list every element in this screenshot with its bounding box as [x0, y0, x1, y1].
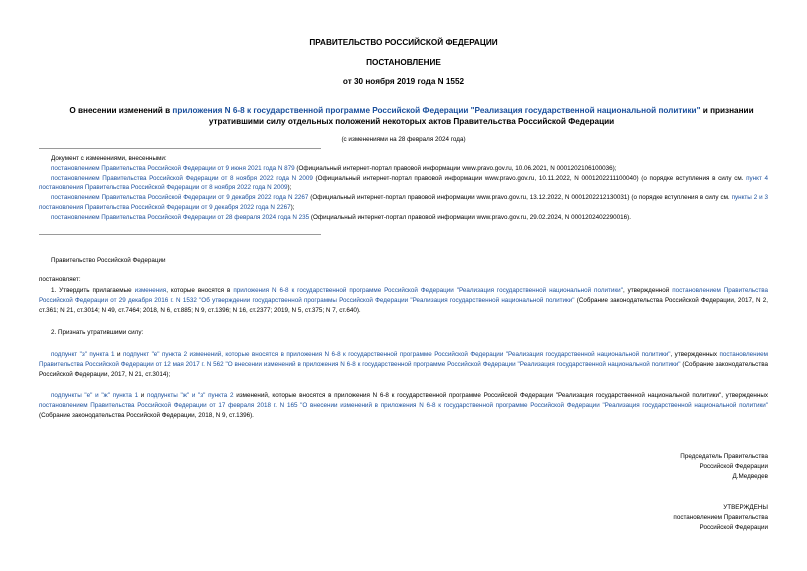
amendment-item: [39, 164, 768, 174]
p4-link[interactable]: подпункты "е" и "ж" пункта 1: [51, 392, 139, 399]
p1-text: , которые вносятся в: [166, 287, 234, 294]
revision-note: (с изменениями на 28 февраля 2024 года): [341, 136, 466, 143]
p1-text: (Собрание законодательства Российской Федерации, 2017, N 2, ст.361; N 21, ст.3014; N 49, ст.7464; 2018, N 6, ст.885; N 9, ст.1396; N 16, ст.2377; 2019, N 5, ст.375; N 7, ст.640).: [39, 296, 768, 314]
signature-block: [680, 452, 768, 482]
amendments-intro: Документ с изменениями, внесенными:: [51, 155, 167, 162]
paragraph-1: [39, 286, 768, 315]
amendment-text: (Официальный интернет-портал правовой информации www.pravo.gov.ru, 10.06.2021, N 0001202106100036);: [294, 164, 617, 172]
signature-org: Российской Федерации: [699, 463, 768, 471]
title-link[interactable]: приложения N 6-8 к государственной программе Российской Федерации "Реализация государственной национальной политики": [172, 106, 701, 115]
approved-by: постановлением Правительства: [673, 514, 768, 522]
amendment-text: (Официальный интернет-портал правовой информации www.pravo.gov.ru, 10.11.2022, N 0001202211100040) (о порядке вступления в силу см.: [312, 174, 747, 182]
p3-text: и: [114, 351, 123, 358]
p3-link[interactable]: подпункт "е" пункта 2 изменений, которые вносятся в приложения N 6-8 к государственной программе Российской Федерации "Реализация государственной национальной политики": [122, 351, 671, 358]
p3-text: , утвержденных: [670, 351, 720, 358]
amendment-link[interactable]: пункты 2 и 3 постановления Правительства Российской Федерации от 9 декабря 2022 года N 2267: [39, 194, 768, 211]
approved-label: УТВЕРЖДЕНЫ: [723, 504, 768, 511]
approved-org: Российской Федерации: [699, 524, 768, 532]
approved-block: [673, 503, 768, 533]
amendment-item: [39, 174, 768, 194]
paragraph-3: [39, 350, 768, 379]
document-date-number: от 30 ноября 2019 года N 1552: [342, 77, 465, 86]
decides-line: постановляет:: [39, 276, 81, 283]
signature-name: Д.Медведев: [732, 473, 768, 481]
divider-bottom: [39, 234, 321, 235]
p1-text: 1. Утвердить прилагаемые: [51, 287, 135, 294]
divider-top: [39, 148, 321, 149]
government-line: Правительство Российской Федерации: [51, 257, 166, 264]
amendment-text: (Официальный интернет-портал правовой информации www.pravo.gov.ru, 13.12.2022, N 0001202212130031) (о порядке вступления в силу см.: [308, 194, 732, 201]
amendment-text: (Официальный интернет-портал правовой информации www.pravo.gov.ru, 29.02.2024, N 0001202402290016).: [309, 213, 631, 221]
paragraph-2: 2. Признать утратившими силу:: [51, 329, 144, 336]
amendment-link[interactable]: постановлением Правительства Российской Федерации от 8 ноября 2022 года N 2009: [51, 174, 313, 182]
title-part2: и признании утратившими силу отдельных положений некоторых актов Правительства Российской Федерации: [208, 106, 754, 127]
p4-link[interactable]: подпункты "ж" и "з" пункта 2: [147, 392, 234, 399]
p4-text: изменений, которые вносятся в приложения N 6-8 к государственной программе Российской Федерации "Реализация государственной национальной политики", утвержденных: [233, 392, 768, 399]
amendment-link[interactable]: постановлением Правительства Российской Федерации от 9 июня 2021 года N 879: [51, 164, 295, 172]
document-type: ПОСТАНОВЛЕНИЕ: [366, 58, 441, 67]
amendment-link[interactable]: постановлением Правительства Российской Федерации от 28 февраля 2024 года N 235: [51, 213, 310, 221]
amendment-link[interactable]: постановлением Правительства Российской Федерации от 9 декабря 2022 года N 2267: [51, 194, 309, 201]
p1-link[interactable]: постановлением Правительства Российской Федерации от 29 декабря 2016 г. N 1532 "Об утверждении государственной программы Российской Федерации "Реализация государственной национальной политики": [39, 287, 768, 304]
p1-link[interactable]: приложения N 6-8 к государственной программе Российской Федерации "Реализация государственной национальной политики": [233, 287, 623, 294]
p1-link[interactable]: изменения: [134, 287, 167, 294]
document-title: [55, 105, 768, 127]
amendment-text: );: [290, 203, 295, 211]
p4-link[interactable]: постановлением Правительства Российской Федерации от 17 февраля 2018 г. N 165 "О внесении изменений в приложения N 6-8 к государственной программе Российской Федерации "Реализация государственной национальной политики": [39, 401, 768, 409]
amendment-text: );: [287, 184, 292, 192]
signature-title: Председатель Правительства: [680, 453, 768, 460]
title-part1: О внесении изменений в: [69, 106, 173, 115]
p3-text: (Собрание законодательства Российской Федерации, 2017, N 21, ст.3014);: [39, 360, 768, 378]
p3-link[interactable]: подпункт "з" пункта 1: [51, 351, 115, 358]
p3-link[interactable]: постановлением Правительства Российской Федерации от 12 мая 2017 г. N 562 "О внесении изменений в приложения N 6-8 к государственной программе Российской Федерации "Реализация государственной национальной политики": [39, 351, 768, 368]
p1-text: , утвержденной: [622, 287, 673, 294]
amendment-item: [39, 193, 768, 213]
p4-text: и: [138, 392, 148, 399]
p4-text: (Собрание законодательства Российской Федерации, 2018, N 9, ст.1396).: [39, 411, 254, 419]
amendments-block: [39, 154, 768, 222]
amendment-item: [39, 213, 768, 223]
paragraph-4: [39, 391, 768, 420]
government-header: ПРАВИТЕЛЬСТВО РОССИЙСКОЙ ФЕДЕРАЦИИ: [309, 38, 498, 47]
amendment-link[interactable]: пункт 4 постановления Правительства Российской Федерации от 8 ноября 2022 года N 2009: [39, 174, 769, 192]
